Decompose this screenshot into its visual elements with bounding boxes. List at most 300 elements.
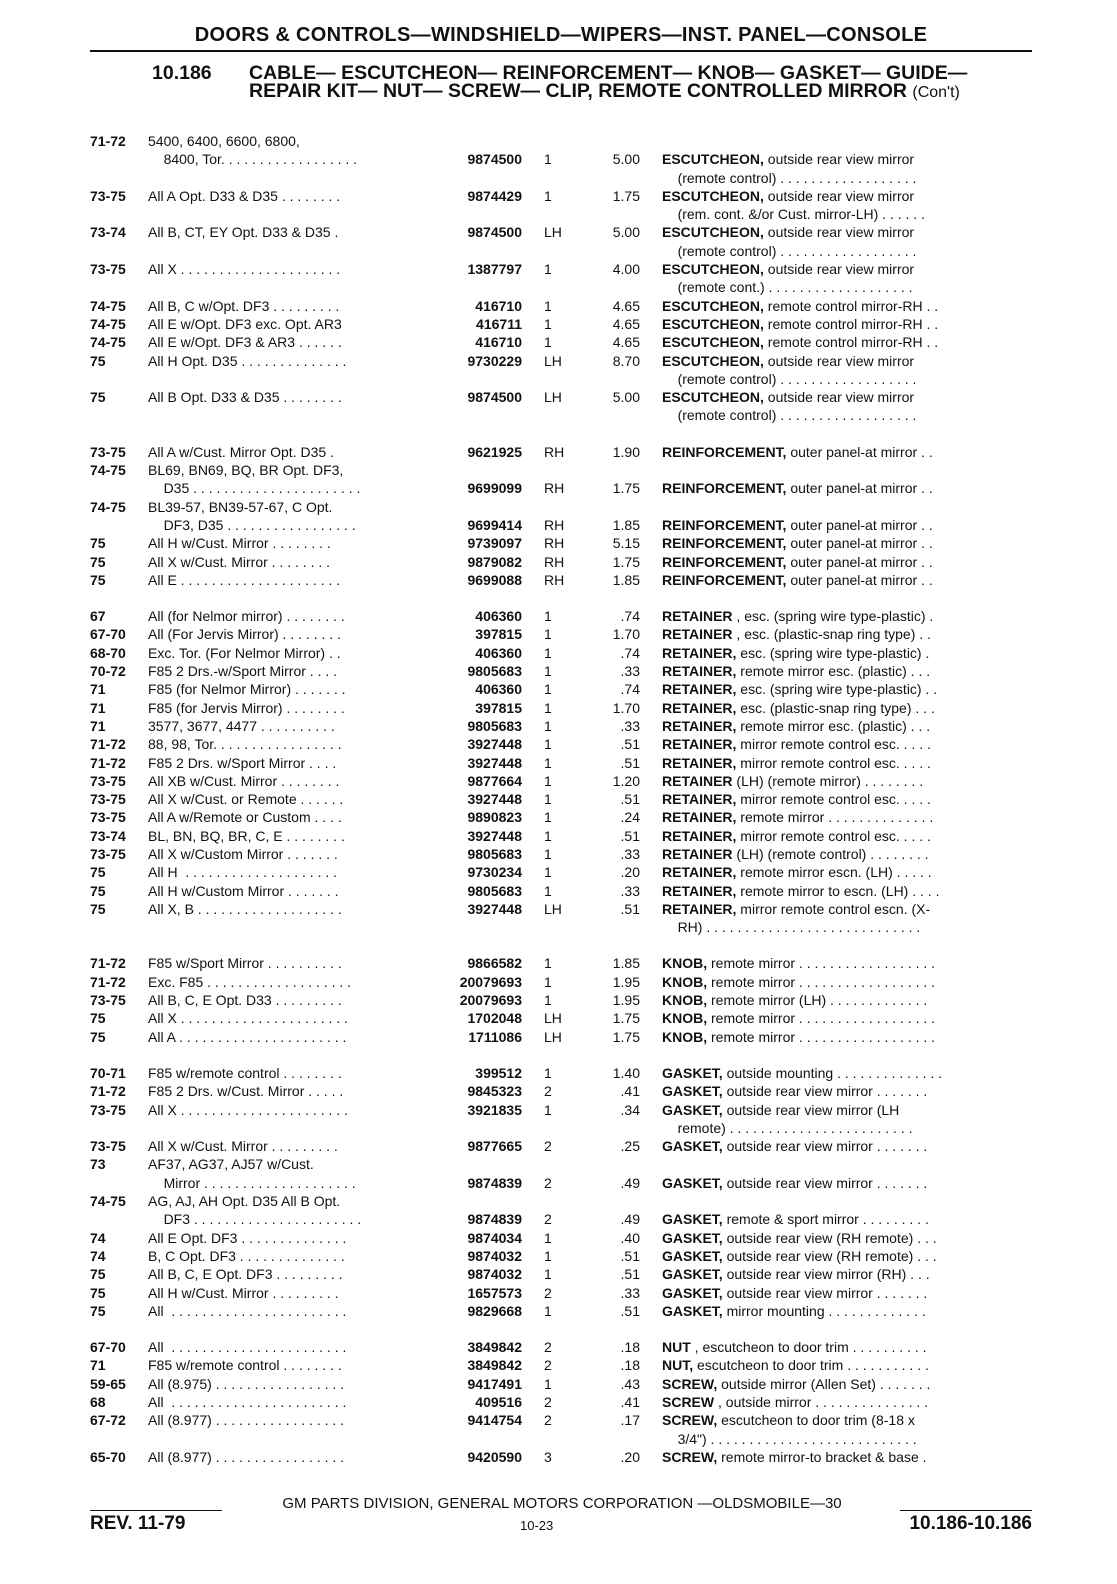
year-cell: 73-75	[90, 187, 126, 204]
quantity-cell: 1	[544, 754, 552, 771]
description-cell	[662, 644, 1019, 662]
table-row	[0, 699, 1117, 717]
item-name: RETAINER,	[662, 699, 737, 716]
price-cell	[566, 1430, 662, 1448]
item-name: RETAINER	[662, 608, 733, 625]
year-cell: 73-75	[90, 809, 126, 826]
part-number-cell: 1387797	[467, 261, 522, 278]
year-cell: 70-71	[90, 1064, 126, 1081]
price-cell: .51	[620, 827, 640, 844]
application-cell: All B, C, E Opt. DF3 . . . . . . . . .	[148, 1266, 343, 1283]
application-cell: BL, BN, BQ, BR, C, E . . . . . . . .	[148, 827, 345, 844]
description-cell	[662, 900, 1019, 918]
quantity-cell	[522, 918, 566, 936]
item-name: RETAINER,	[662, 809, 737, 826]
year-cell	[90, 169, 148, 187]
part-number-cell: 399512	[475, 1064, 522, 1081]
part-number-cell: 9874839	[467, 1174, 522, 1191]
description-cell	[662, 479, 1019, 497]
quantity-cell: 1	[544, 1375, 552, 1392]
price-cell: .49	[620, 1211, 640, 1228]
item-name: RETAINER,	[662, 663, 737, 680]
item-description: (rem. cont. &/or Cust. mirror-LH) . . . . . .	[662, 206, 925, 223]
quantity-cell: 2	[544, 1174, 552, 1191]
price-cell: 4.00	[612, 261, 640, 278]
table-row	[0, 1247, 1117, 1265]
year-cell: 75	[90, 900, 106, 917]
part-number-cell: 9420590	[467, 1448, 522, 1465]
price-cell	[566, 1192, 662, 1210]
application-cell	[148, 406, 420, 424]
application-cell: 5400, 6400, 6600, 6800,	[148, 133, 300, 149]
description-cell	[662, 132, 1019, 150]
price-cell: 1.40	[612, 1064, 640, 1081]
part-number-cell	[420, 1119, 522, 1137]
price-cell	[566, 461, 662, 479]
table-row	[0, 1284, 1117, 1302]
footer-rule-left	[90, 1510, 222, 1511]
table-row	[0, 808, 1117, 826]
application-cell	[148, 205, 420, 223]
year-cell: 73-75	[90, 443, 126, 460]
quantity-cell	[522, 406, 566, 424]
quantity-cell: 3	[544, 1448, 552, 1465]
year-cell: 71	[90, 699, 106, 716]
table-row	[0, 278, 1117, 296]
part-number-cell	[420, 205, 522, 223]
application-cell	[148, 370, 420, 388]
table-row	[0, 662, 1117, 680]
year-cell: 73	[90, 1156, 106, 1173]
description-cell	[662, 278, 1019, 296]
description-cell	[662, 1137, 1019, 1155]
quantity-cell: 1	[544, 681, 552, 698]
description-cell	[662, 1393, 1019, 1411]
part-number-cell: 20079693	[459, 992, 522, 1009]
year-cell	[90, 1174, 148, 1192]
application-cell: All (8.975) . . . . . . . . . . . . . . . . .	[148, 1375, 345, 1392]
description-cell	[662, 297, 1019, 315]
item-name: RETAINER,	[662, 644, 737, 661]
quantity-cell: 1	[544, 992, 552, 1009]
quantity-cell: 2	[544, 1394, 552, 1410]
description-cell	[662, 1284, 1019, 1302]
item-name: ESCUTCHEON,	[662, 315, 764, 332]
item-name: RETAINER,	[662, 736, 737, 753]
quantity-cell: 1	[544, 827, 552, 844]
part-number-cell: 416710	[475, 297, 522, 314]
year-cell	[90, 1119, 148, 1137]
quantity-cell: 2	[544, 1412, 552, 1429]
table-row	[0, 1174, 1117, 1192]
table-row	[0, 132, 1117, 150]
quantity-cell	[522, 169, 566, 187]
item-description: mirror remote control esc. . . . .	[736, 827, 931, 844]
item-description: outside rear view (RH remote) . . .	[722, 1229, 937, 1246]
description-cell	[662, 461, 1019, 479]
description-cell	[662, 1338, 1019, 1356]
description-cell	[662, 1101, 1019, 1119]
quantity-cell: 1	[544, 297, 552, 314]
part-number-cell: 9730234	[467, 864, 522, 881]
application-cell	[148, 1119, 420, 1137]
part-number-cell: 9879082	[467, 553, 522, 570]
year-cell: 74-75	[90, 315, 126, 332]
item-description: (LH) (remote control) . . . . . . . .	[732, 845, 929, 862]
year-cell	[90, 479, 148, 497]
quantity-cell	[522, 1430, 566, 1448]
quantity-cell: 2	[544, 1339, 552, 1356]
application-cell: All . . . . . . . . . . . . . . . . . . . . . . .	[148, 1302, 347, 1319]
application-cell: All A w/Cust. Mirror Opt. D35 .	[148, 443, 334, 460]
part-number-cell: 9866582	[467, 955, 522, 972]
price-cell: 4.65	[612, 297, 640, 314]
description-cell	[662, 772, 1019, 790]
table-row	[0, 1101, 1117, 1119]
description-cell	[662, 1155, 1019, 1173]
quantity-cell	[522, 498, 566, 516]
item-name: GASKET,	[662, 1064, 723, 1081]
item-name: REINFORCEMENT,	[662, 535, 787, 552]
application-cell: Exc. Tor. (For Nelmor Mirror) . .	[148, 644, 341, 661]
year-cell: 74-75	[90, 498, 126, 515]
description-cell	[662, 1229, 1019, 1247]
year-cell: 73-74	[90, 827, 126, 844]
part-number-cell	[420, 461, 522, 479]
year-cell	[90, 150, 148, 168]
description-cell	[662, 1356, 1019, 1374]
year-cell: 67	[90, 608, 106, 625]
price-cell	[566, 242, 662, 260]
part-number-cell: 3927448	[467, 754, 522, 771]
application-cell: Mirror . . . . . . . . . . . . . . . . . . . .	[148, 1174, 356, 1191]
item-name: ESCUTCHEON,	[662, 334, 764, 351]
application-cell: All B, C w/Opt. DF3 . . . . . . . . .	[148, 297, 340, 314]
table-row	[0, 388, 1117, 406]
year-cell: 71-72	[90, 133, 126, 149]
price-cell: .24	[620, 809, 640, 826]
description-cell	[662, 223, 1019, 241]
table-row	[0, 479, 1117, 497]
price-cell: 1.75	[612, 480, 640, 497]
price-cell	[566, 132, 662, 150]
price-cell	[566, 1155, 662, 1173]
price-cell: .74	[620, 681, 640, 698]
price-cell: 8.70	[612, 352, 640, 369]
description-cell	[662, 187, 1019, 205]
part-number-cell	[420, 169, 522, 187]
price-cell: 1.95	[612, 973, 640, 990]
price-cell: 1.90	[612, 443, 640, 460]
footer-text: GM PARTS DIVISION, GENERAL MOTORS CORPORATION —OLDSMOBILE—30	[282, 1495, 842, 1512]
application-cell: All H Opt. D35 . . . . . . . . . . . . . .	[148, 352, 347, 369]
part-number-cell: 409516	[475, 1394, 522, 1410]
year-cell	[90, 278, 148, 296]
part-number-cell: 9805683	[467, 663, 522, 680]
item-description: outside rear view mirror	[763, 389, 915, 406]
quantity-cell	[522, 1119, 566, 1137]
description-cell	[662, 1192, 1019, 1210]
year-cell: 75	[90, 864, 106, 881]
year-cell: 75	[90, 882, 106, 899]
table-row	[0, 223, 1117, 241]
quantity-cell: 1	[544, 644, 552, 661]
year-cell	[90, 205, 148, 223]
item-description: remote mirror esc. (plastic) . . .	[736, 717, 931, 734]
item-description: remote mirror-to bracket & base .	[717, 1448, 927, 1465]
item-description: (remote control) . . . . . . . . . . . . . . . . . .	[662, 370, 917, 387]
table-row	[0, 1302, 1117, 1320]
application-cell	[148, 278, 420, 296]
table-row	[0, 187, 1117, 205]
price-cell: .74	[620, 644, 640, 661]
item-description: outside rear view mirror	[763, 151, 915, 168]
item-name: ESCUTCHEON,	[662, 261, 764, 278]
item-description: mirror remote control escn. (X-	[736, 900, 931, 917]
part-number-cell: 3921835	[467, 1101, 522, 1118]
quantity-cell: LH	[544, 389, 562, 406]
description-cell	[662, 625, 1019, 643]
year-cell: 67-70	[90, 1339, 126, 1356]
application-cell: DF3, D35 . . . . . . . . . . . . . . . . .	[148, 516, 356, 533]
table-row	[0, 571, 1117, 589]
table-row	[0, 1411, 1117, 1429]
price-cell: 1.75	[612, 187, 640, 204]
description-cell	[662, 1028, 1019, 1046]
table-row	[0, 150, 1117, 168]
part-number-cell: 9874032	[467, 1266, 522, 1283]
application-cell: All X, B . . . . . . . . . . . . . . . . . . .	[148, 900, 342, 917]
year-cell: 71-72	[90, 955, 126, 972]
table-row	[0, 754, 1117, 772]
part-number-cell: 1657573	[467, 1284, 522, 1301]
year-cell: 73-75	[90, 845, 126, 862]
part-number-cell: 397815	[475, 626, 522, 643]
price-cell: 1.85	[612, 571, 640, 588]
application-cell: All E . . . . . . . . . . . . . . . . . . . . .	[148, 571, 341, 588]
row-spacer	[0, 936, 1117, 954]
quantity-cell	[522, 242, 566, 260]
description-cell	[662, 827, 1019, 845]
part-number-cell: 9805683	[467, 845, 522, 862]
table-row	[0, 1119, 1117, 1137]
year-cell: 68-70	[90, 644, 126, 661]
section-title	[249, 64, 1019, 102]
application-cell: All B, CT, EY Opt. D33 & D35 .	[148, 224, 339, 241]
item-description: outer panel-at mirror . .	[786, 553, 933, 570]
description-cell	[662, 1009, 1019, 1027]
table-row	[0, 534, 1117, 552]
item-description: esc. (spring wire type-plastic) . .	[736, 681, 938, 698]
description-cell	[662, 1174, 1019, 1192]
table-row	[0, 1448, 1117, 1466]
price-cell	[566, 205, 662, 223]
item-name: GASKET,	[662, 1284, 723, 1301]
item-name: SCREW,	[662, 1412, 718, 1429]
item-description: outer panel-at mirror . .	[786, 480, 933, 497]
year-cell: 71-72	[90, 1083, 126, 1100]
year-cell: 75	[90, 1284, 106, 1301]
table-row	[0, 406, 1117, 424]
table-row	[0, 607, 1117, 625]
description-cell	[662, 662, 1019, 680]
price-cell	[566, 918, 662, 936]
application-cell: F85 2 Drs. w/Cust. Mirror . . . . .	[148, 1083, 344, 1100]
application-cell: F85 (for Jervis Mirror) . . . . . . . .	[148, 699, 345, 716]
year-cell: 70-72	[90, 663, 126, 680]
item-name: GASKET,	[662, 1101, 723, 1118]
application-cell: AF37, AG37, AJ57 w/Cust.	[148, 1156, 314, 1173]
quantity-cell: RH	[544, 553, 565, 570]
quantity-cell: 1	[544, 1302, 552, 1319]
item-description: outside mounting . . . . . . . . . . . . . .	[722, 1064, 943, 1081]
table-row	[0, 461, 1117, 479]
application-cell: All (8.977) . . . . . . . . . . . . . . . . .	[148, 1412, 345, 1429]
year-cell: 75	[90, 389, 106, 406]
application-cell: All B, C, E Opt. D33 . . . . . . . . .	[148, 992, 342, 1009]
part-number-cell: 9805683	[467, 882, 522, 899]
year-cell: 67-70	[90, 626, 126, 643]
application-cell: All A w/Remote or Custom . . . .	[148, 809, 342, 826]
part-number-cell: 3927448	[467, 736, 522, 753]
item-name: RETAINER	[662, 845, 733, 862]
price-cell: .51	[620, 1247, 640, 1264]
year-cell: 71	[90, 717, 106, 734]
table-row	[0, 882, 1117, 900]
price-cell: .51	[620, 736, 640, 753]
page-header: DOORS & CONTROLS—WINDSHIELD—WIPERS—INST. PANEL—CONSOLE	[194, 24, 928, 46]
application-cell: AG, AJ, AH Opt. D35 All B Opt.	[148, 1193, 341, 1210]
part-number-cell: 9414754	[467, 1412, 522, 1429]
application-cell: All E w/Opt. DF3 & AR3 . . . . . .	[148, 334, 342, 351]
quantity-cell	[522, 278, 566, 296]
description-cell	[662, 1411, 1019, 1429]
section-number: 10.186	[152, 62, 212, 84]
item-description: remote mirror . . . . . . . . . . . . . . . . . .	[707, 1028, 936, 1045]
application-cell: Exc. F85 . . . . . . . . . . . . . . . . . . .	[148, 973, 352, 990]
part-number-cell	[420, 498, 522, 516]
application-cell: All X w/Cust. or Remote . . . . . .	[148, 791, 344, 808]
application-cell: BL39-57, BN39-57-67, C Opt.	[148, 498, 333, 515]
item-name: REINFORCEMENT,	[662, 480, 787, 497]
description-cell	[662, 808, 1019, 826]
quantity-cell: 1	[544, 626, 552, 643]
table-row	[0, 717, 1117, 735]
quantity-cell: 1	[544, 955, 552, 972]
application-cell: All A Opt. D33 & D35 . . . . . . . .	[148, 187, 341, 204]
quantity-cell: 1	[544, 151, 552, 168]
quantity-cell: LH	[544, 352, 562, 369]
row-spacer	[0, 589, 1117, 607]
table-row	[0, 954, 1117, 972]
item-description: mirror mounting . . . . . . . . . . . . .	[722, 1302, 926, 1319]
quantity-cell: 1	[544, 315, 552, 332]
item-description: remote mirror escn. (LH) . . . . .	[736, 864, 932, 881]
year-cell	[90, 1430, 148, 1448]
application-cell: All (For Jervis Mirror) . . . . . . . .	[148, 626, 341, 643]
quantity-cell: 2	[544, 1211, 552, 1228]
item-description: outside rear view mirror . . . . . . .	[722, 1174, 928, 1191]
item-description: outer panel-at mirror . .	[786, 516, 933, 533]
price-cell: .20	[620, 1448, 640, 1465]
parts-table	[0, 132, 1117, 1466]
header-rule	[90, 50, 1032, 52]
table-row	[0, 169, 1117, 187]
application-cell: All A . . . . . . . . . . . . . . . . . . . . . .	[148, 1028, 347, 1045]
year-cell: 73-75	[90, 992, 126, 1009]
item-description: remote mirror esc. (plastic) . . .	[736, 663, 931, 680]
price-cell: 1.75	[612, 553, 640, 570]
table-row	[0, 370, 1117, 388]
item-description: outside mirror (Allen Set) . . . . . . .	[717, 1375, 931, 1392]
application-cell: All . . . . . . . . . . . . . . . . . . . . . . .	[148, 1394, 347, 1410]
table-row	[0, 845, 1117, 863]
application-cell: All (for Nelmor mirror) . . . . . . . .	[148, 608, 345, 625]
item-name: GASKET,	[662, 1247, 723, 1264]
item-description: RH) . . . . . . . . . . . . . . . . . . . . . . . . . . . .	[662, 919, 921, 936]
price-cell: .51	[620, 1302, 640, 1319]
price-cell	[566, 406, 662, 424]
year-cell	[90, 516, 148, 534]
quantity-cell: RH	[544, 535, 565, 552]
footer-page-number: 10-23	[520, 1518, 554, 1533]
year-cell: 71-72	[90, 736, 126, 753]
footer-revision: REV. 11-79	[90, 1513, 186, 1534]
item-description: (remote control) . . . . . . . . . . . . . . . . . .	[662, 407, 917, 424]
part-number-cell: 406360	[475, 681, 522, 698]
price-cell: .33	[620, 663, 640, 680]
table-row	[0, 516, 1117, 534]
application-cell: All E w/Opt. DF3 exc. Opt. AR3	[148, 315, 342, 332]
part-number-cell: 9845323	[467, 1083, 522, 1100]
table-row	[0, 735, 1117, 753]
application-cell: DF3 . . . . . . . . . . . . . . . . . . . . . .	[148, 1211, 362, 1228]
year-cell	[90, 406, 148, 424]
year-cell: 75	[90, 1028, 106, 1045]
application-cell: BL69, BN69, BQ, BR Opt. DF3,	[148, 462, 344, 479]
application-cell: All X . . . . . . . . . . . . . . . . . . . . . .	[148, 1010, 348, 1027]
item-name: SCREW,	[662, 1448, 718, 1465]
year-cell: 75	[90, 352, 106, 369]
item-description: (remote control) . . . . . . . . . . . . . . . . . .	[662, 169, 917, 186]
table-row	[0, 333, 1117, 351]
year-cell: 73-75	[90, 261, 126, 278]
part-number-cell: 406360	[475, 644, 522, 661]
table-row	[0, 918, 1117, 936]
part-number-cell: 3927448	[467, 827, 522, 844]
table-row	[0, 1082, 1117, 1100]
quantity-cell: 1	[544, 845, 552, 862]
quantity-cell: RH	[544, 571, 565, 588]
part-number-cell	[420, 1192, 522, 1210]
part-number-cell: 9739097	[467, 535, 522, 552]
price-cell: 5.00	[612, 224, 640, 241]
part-number-cell: 9874500	[467, 151, 522, 168]
table-row	[0, 991, 1117, 1009]
price-cell	[566, 498, 662, 516]
item-description: remote control mirror-RH . .	[763, 334, 939, 351]
price-cell: .41	[620, 1083, 640, 1100]
price-cell: .33	[620, 717, 640, 734]
item-description: outside rear view mirror (RH) . . .	[722, 1266, 930, 1283]
price-cell: .51	[620, 791, 640, 808]
description-cell	[662, 1119, 1019, 1137]
price-cell: .40	[620, 1229, 640, 1246]
price-cell: 1.95	[612, 992, 640, 1009]
item-name: RETAINER,	[662, 900, 737, 917]
year-cell	[90, 370, 148, 388]
price-cell: .43	[620, 1375, 640, 1392]
